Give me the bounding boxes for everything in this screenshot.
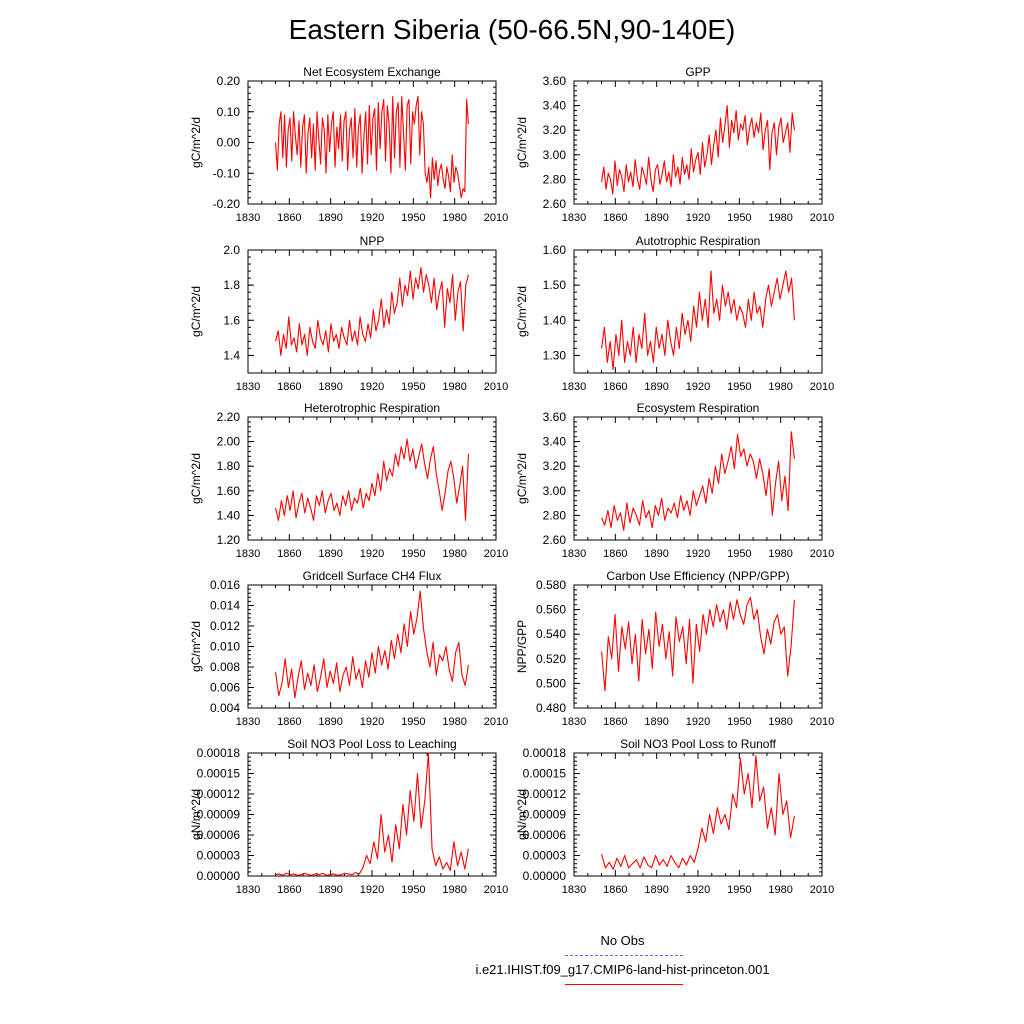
x-tick-label: 1830 (561, 884, 587, 896)
x-tick-label: 1980 (768, 381, 793, 393)
x-tick-label: 1890 (644, 716, 669, 728)
y-tick-label: 0.012 (209, 619, 240, 633)
panel-5 (189, 401, 508, 560)
series-line (276, 753, 469, 875)
x-tick-label: 1890 (318, 381, 343, 393)
y-axis-label: gN/m^2/d (189, 789, 203, 840)
y-tick-label: 0.00012 (522, 787, 566, 801)
y-tick-label: 0.520 (535, 651, 566, 666)
x-tick-label: 2010 (809, 381, 835, 393)
x-tick-label: 1860 (603, 212, 628, 224)
panel-10 (515, 737, 834, 896)
panel-3 (189, 234, 508, 393)
y-tick-label: 1.50 (542, 278, 566, 293)
series-line (276, 591, 469, 698)
y-tick-label: 1.40 (542, 313, 566, 328)
x-tick-label: 1860 (603, 884, 628, 896)
y-axis-label: gC/m^2/d (189, 453, 203, 504)
y-tick-label: 0.560 (535, 602, 566, 617)
y-tick-label: 0.00012 (196, 787, 240, 801)
y-tick-label: 2.60 (542, 533, 566, 547)
series-line (276, 439, 469, 520)
y-tick-label: 1.8 (223, 278, 240, 293)
y-axis-label: gC/m^2/d (189, 621, 203, 672)
x-tick-label: 1890 (644, 212, 669, 224)
y-tick-label: 0.00003 (196, 848, 240, 863)
x-tick-label: 1830 (561, 212, 587, 224)
x-tick-label: 1920 (359, 381, 385, 393)
panel-title: Net Ecosystem Exchange (303, 65, 441, 79)
legend-label-no-obs: No Obs (600, 933, 645, 948)
y-tick-label: 3.00 (542, 483, 566, 498)
x-tick-label: 1890 (318, 716, 343, 728)
x-tick-label: 1830 (561, 548, 587, 560)
panel-2 (515, 65, 834, 224)
panel-7 (189, 569, 508, 728)
y-tick-label: 2.80 (542, 508, 566, 523)
x-tick-label: 1950 (401, 716, 426, 728)
y-tick-label: 0.00 (216, 135, 240, 150)
y-tick-label: 0.008 (209, 660, 240, 674)
x-tick-label: 1830 (561, 381, 587, 393)
y-tick-label: 0.00009 (522, 807, 566, 822)
x-tick-label: 1890 (318, 548, 343, 560)
plot-frame (248, 250, 496, 373)
x-tick-label: 1890 (318, 884, 343, 896)
plot-frame (574, 753, 822, 876)
x-tick-label: 1920 (359, 884, 385, 896)
x-tick-label: 2010 (483, 212, 509, 224)
y-axis-label: gC/m^2/d (515, 117, 529, 168)
x-tick-label: 1950 (727, 716, 752, 728)
y-tick-label: 0.00003 (522, 848, 566, 863)
x-tick-label: 1980 (442, 884, 467, 896)
x-tick-label: 1830 (235, 884, 261, 896)
x-tick-label: 1860 (277, 548, 302, 560)
plot-frame (248, 417, 496, 540)
x-tick-label: 1980 (442, 212, 467, 224)
legend-label-model-run: i.e21.IHIST.f09_g17.CMIP6-land-hist-princeton.001 (475, 962, 770, 977)
y-tick-label: 0.10 (216, 104, 240, 119)
y-axis-label: gC/m^2/d (515, 453, 529, 504)
x-tick-label: 1890 (644, 381, 669, 393)
x-tick-label: 1860 (277, 884, 302, 896)
x-tick-label: 1920 (359, 716, 385, 728)
figure-title: Eastern Siberia (50-66.5N,90-140E) (288, 14, 736, 45)
x-tick-label: 1950 (401, 884, 426, 896)
x-tick-label: 1980 (442, 548, 467, 560)
panel-title: Gridcell Surface CH4 Flux (302, 569, 442, 583)
y-tick-label: 2.0 (223, 243, 240, 257)
y-tick-label: 0.480 (535, 701, 566, 715)
x-tick-label: 1860 (277, 212, 302, 224)
panel-title: NPP (359, 234, 385, 248)
y-axis-label: gC/m^2/d (189, 286, 203, 337)
x-tick-label: 1920 (359, 548, 385, 560)
x-tick-label: 1860 (277, 381, 302, 393)
y-tick-label: 2.20 (216, 410, 240, 424)
x-tick-label: 1950 (727, 381, 752, 393)
panel-4 (515, 234, 834, 393)
x-tick-label: 1830 (235, 716, 261, 728)
y-tick-label: 3.00 (542, 147, 566, 162)
y-tick-label: 2.00 (216, 434, 240, 449)
x-tick-label: 1950 (727, 884, 752, 896)
y-tick-label: 0.00000 (522, 869, 566, 883)
x-tick-label: 1980 (442, 381, 467, 393)
y-tick-label: 1.4 (223, 348, 240, 363)
x-tick-label: 1830 (561, 716, 587, 728)
x-tick-label: 2010 (809, 212, 835, 224)
plot-frame (248, 753, 496, 876)
x-tick-label: 1860 (603, 381, 628, 393)
x-tick-label: 1890 (644, 548, 669, 560)
x-tick-label: 1830 (235, 548, 261, 560)
y-tick-label: -0.10 (212, 166, 240, 181)
y-tick-label: 0.00015 (522, 766, 566, 781)
x-tick-label: 1980 (442, 716, 467, 728)
x-tick-label: 1860 (603, 716, 628, 728)
x-tick-label: 1890 (644, 884, 669, 896)
series-line (602, 271, 795, 369)
y-tick-label: 3.20 (542, 123, 566, 138)
y-tick-label: 0.00015 (196, 766, 240, 781)
y-tick-label: 0.006 (209, 680, 240, 695)
x-tick-label: 1920 (359, 212, 385, 224)
y-tick-label: 0.580 (535, 578, 566, 592)
series-line (602, 597, 795, 690)
x-tick-label: 1950 (401, 381, 426, 393)
y-tick-label: 1.80 (216, 459, 240, 474)
series-line (602, 756, 795, 869)
series-line (276, 268, 469, 356)
x-tick-label: 1950 (401, 548, 426, 560)
x-tick-label: 1920 (685, 381, 711, 393)
x-tick-label: 2010 (483, 381, 509, 393)
x-tick-label: 1860 (277, 716, 302, 728)
y-axis-label: gN/m^2/d (515, 789, 529, 840)
panel-8 (515, 569, 834, 728)
y-tick-label: 0.014 (209, 598, 240, 613)
y-tick-label: 3.40 (542, 98, 566, 113)
panel-title: Heterotrophic Respiration (303, 401, 441, 415)
y-tick-label: 1.6 (223, 313, 240, 328)
series-line (602, 432, 795, 530)
y-tick-label: 0.010 (209, 639, 240, 654)
y-tick-label: -0.20 (212, 197, 240, 211)
y-tick-label: 0.20 (216, 74, 240, 88)
y-tick-label: 0.540 (535, 627, 566, 642)
y-axis-label: gC/m^2/d (515, 286, 529, 337)
x-tick-label: 1980 (768, 716, 793, 728)
y-tick-label: 0.00018 (522, 746, 566, 760)
y-tick-label: 0.00018 (196, 746, 240, 760)
y-tick-label: 1.40 (216, 508, 240, 523)
panel-title: Soil NO3 Pool Loss to Runoff (620, 737, 776, 751)
y-tick-label: 1.60 (542, 243, 566, 257)
x-tick-label: 2010 (809, 884, 835, 896)
panel-title: Autotrophic Respiration (635, 234, 761, 248)
x-tick-label: 2010 (483, 548, 509, 560)
y-tick-label: 3.40 (542, 434, 566, 449)
series-line (276, 96, 469, 197)
x-tick-label: 1980 (768, 884, 793, 896)
y-tick-label: 0.016 (209, 578, 240, 592)
y-tick-label: 0.00006 (196, 828, 240, 842)
x-tick-label: 1980 (768, 212, 793, 224)
y-tick-label: 0.00000 (196, 869, 240, 883)
y-tick-label: 0.500 (535, 676, 566, 691)
x-tick-label: 1950 (401, 212, 426, 224)
y-tick-label: 3.60 (542, 74, 566, 88)
y-tick-label: 1.60 (216, 483, 240, 498)
x-tick-label: 1920 (685, 548, 711, 560)
y-tick-label: 2.60 (542, 197, 566, 211)
x-tick-label: 2010 (809, 548, 835, 560)
x-tick-label: 2010 (483, 884, 509, 896)
panel-1 (189, 65, 508, 224)
panel-title: GPP (685, 65, 711, 79)
x-tick-label: 1950 (727, 212, 752, 224)
x-tick-label: 2010 (809, 716, 835, 728)
panel-title: Carbon Use Efficiency (NPP/GPP) (606, 569, 790, 583)
y-tick-label: 2.80 (542, 172, 566, 187)
y-axis-label: NPP/GPP (515, 619, 529, 674)
plot-frame (574, 585, 822, 708)
x-tick-label: 1830 (235, 212, 261, 224)
y-tick-label: 0.00006 (522, 828, 566, 842)
y-tick-label: 0.004 (209, 701, 240, 715)
x-tick-label: 1890 (318, 212, 343, 224)
x-tick-label: 1920 (685, 716, 711, 728)
y-tick-label: 0.00009 (196, 807, 240, 822)
panel-6 (515, 401, 834, 560)
y-tick-label: 1.30 (542, 348, 566, 363)
y-tick-label: 3.20 (542, 459, 566, 474)
panel-9 (189, 737, 508, 896)
y-axis-label: gC/m^2/d (189, 117, 203, 168)
panel-title: Ecosystem Respiration (636, 401, 760, 415)
y-tick-label: 1.20 (216, 533, 240, 547)
x-tick-label: 2010 (483, 716, 509, 728)
x-tick-label: 1920 (685, 212, 711, 224)
y-tick-label: 3.60 (542, 410, 566, 424)
x-tick-label: 1920 (685, 884, 711, 896)
legend-line-no-obs (565, 955, 683, 956)
x-tick-label: 1830 (235, 381, 261, 393)
x-tick-label: 1980 (768, 548, 793, 560)
series-line (602, 106, 795, 195)
panel-title: Soil NO3 Pool Loss to Leaching (287, 737, 457, 751)
x-tick-label: 1950 (727, 548, 752, 560)
legend-line-model-run (565, 984, 683, 985)
x-tick-label: 1860 (603, 548, 628, 560)
